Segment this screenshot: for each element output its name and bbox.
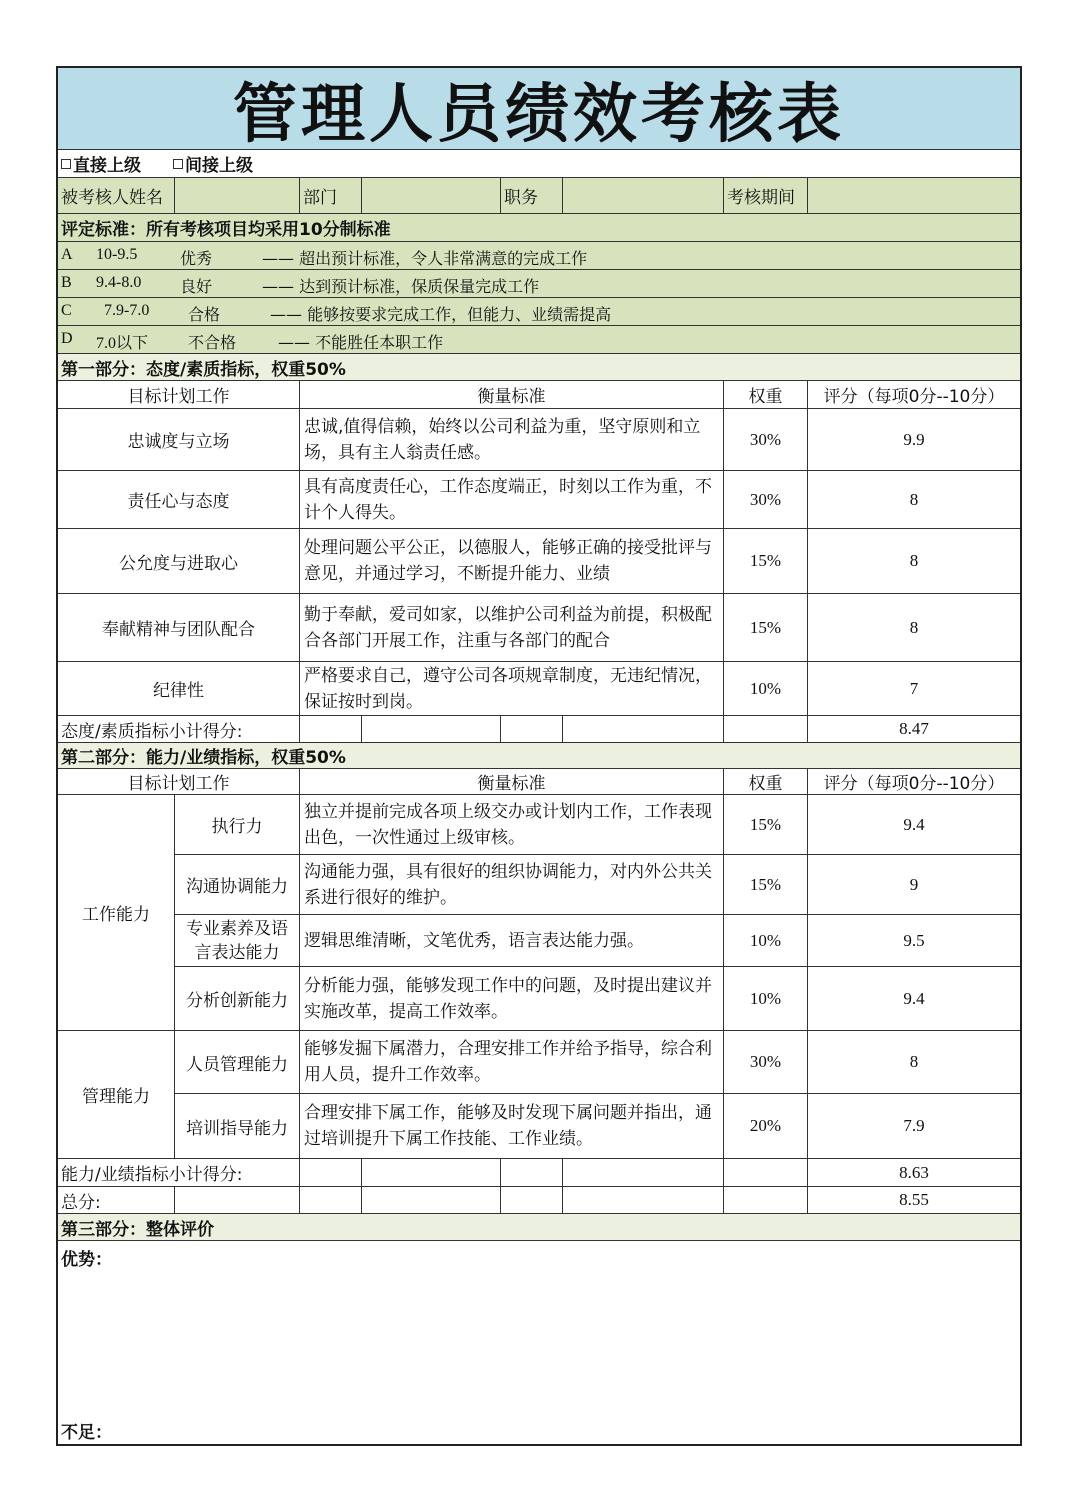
item-weight: 15% xyxy=(724,795,808,854)
item-criteria: 严格要求自己，遵守公司各项规章制度，无违纪情况，保证按时到岗。 xyxy=(300,662,724,715)
item-weight: 15% xyxy=(724,594,808,661)
item-criteria: 沟通能力强，具有很好的组织协调能力，对内外公共关系进行很好的维护。 xyxy=(300,855,724,914)
item-weight: 10% xyxy=(724,662,808,715)
part2-subtotal-value: 8.63 xyxy=(899,1162,929,1182)
col-target: 目标计划工作 xyxy=(58,381,300,408)
blank-cell xyxy=(300,1187,362,1213)
table-row xyxy=(175,855,1020,915)
name-input[interactable] xyxy=(175,178,300,213)
item-score[interactable]: 7 xyxy=(909,678,919,698)
item-score[interactable]: 8 xyxy=(909,551,919,570)
level-range: 7.0以下 xyxy=(96,335,149,352)
item-weight: 10% xyxy=(724,967,808,1030)
blank-cell xyxy=(724,716,808,742)
department-label: 部门 xyxy=(300,178,362,213)
level-range: 9.4-8.0 xyxy=(96,274,142,291)
level-description: —— 超出预计标准，令人非常满意的完成工作 xyxy=(262,249,588,268)
level-row xyxy=(58,298,1020,326)
part2-header-text: 第二部分：能力/业绩指标，权重50% xyxy=(61,748,346,768)
part1-column-headers xyxy=(58,381,1020,409)
item-score[interactable]: 9.4 xyxy=(903,814,925,834)
item-name: 分析创新能力 xyxy=(175,967,300,1030)
form-title: 管理人员绩效考核表 xyxy=(233,77,845,152)
part3-header xyxy=(58,1214,1020,1241)
name-label: 被考核人姓名 xyxy=(58,178,175,213)
blank-cell xyxy=(501,1159,563,1186)
part2-subtotal-label: 能力/业绩指标小计得分: xyxy=(58,1159,300,1186)
item-score[interactable]: 8 xyxy=(909,1052,919,1071)
standards-header xyxy=(58,214,1020,242)
table-row xyxy=(175,1094,1020,1159)
form-title-bar xyxy=(58,68,1020,150)
total-row xyxy=(58,1187,1020,1214)
item-name: 人员管理能力 xyxy=(175,1031,300,1093)
part1-header-text: 第一部分：态度/素质指标，权重50% xyxy=(61,359,346,380)
item-criteria: 合理安排下属工作，能够及时发现下属问题并指出，通过培训提升下属工作技能、工作业绩。 xyxy=(300,1094,724,1158)
item-score[interactable]: 9.9 xyxy=(903,429,925,449)
blank-cell xyxy=(563,1187,724,1213)
item-criteria: 具有高度责任心，工作态度端正，时刻以工作为重，不计个人得失。 xyxy=(300,471,724,528)
col-weight: 权重 xyxy=(724,769,808,794)
col-score: 评分（每项0分--10分） xyxy=(823,774,1005,794)
table-row xyxy=(175,967,1020,1031)
part1-header xyxy=(58,354,1020,381)
item-name: 执行力 xyxy=(175,795,300,854)
group-work-ability: 工作能力 xyxy=(58,795,175,1031)
item-name: 奉献精神与团队配合 xyxy=(58,594,300,661)
weaknesses-label: 不足： xyxy=(61,1423,112,1443)
blank-cell xyxy=(362,1187,501,1213)
level-code: C xyxy=(61,302,72,319)
part3-header-text: 第三部分：整体评价 xyxy=(61,1219,214,1240)
level-name: 优秀 xyxy=(180,249,213,268)
period-input[interactable] xyxy=(808,178,1020,213)
blank-cell xyxy=(563,716,724,742)
item-score[interactable]: 9.5 xyxy=(903,930,925,950)
strengths-label: 优势： xyxy=(61,1250,112,1270)
item-weight: 15% xyxy=(724,855,808,914)
blank-cell xyxy=(175,1187,300,1213)
total-label: 总分: xyxy=(58,1187,175,1213)
direct-supervisor-checkbox[interactable] xyxy=(61,159,71,169)
part1-subtotal-label: 态度/素质指标小计得分: xyxy=(58,716,300,742)
item-name: 公允度与进取心 xyxy=(58,529,300,593)
position-input[interactable] xyxy=(563,178,724,213)
standards-header-text: 评定标准：所有考核项目均采用10分制标准 xyxy=(61,220,391,240)
level-description: —— 达到预计标准，保质保量完成工作 xyxy=(262,277,540,296)
item-score[interactable]: 8 xyxy=(909,489,919,509)
col-score: 评分（每项0分--10分） xyxy=(823,387,1005,407)
table-row xyxy=(175,1031,1020,1094)
col-target: 目标计划工作 xyxy=(58,769,300,794)
blank-cell xyxy=(300,716,362,742)
level-row xyxy=(58,270,1020,298)
part1-subtotal-row xyxy=(58,716,1020,743)
indirect-supervisor-label: 间接上级 xyxy=(185,156,253,176)
overall-evaluation-area[interactable] xyxy=(58,1241,1020,1446)
level-range: 10-9.5 xyxy=(96,246,138,263)
blank-cell xyxy=(501,716,563,742)
item-name: 纪律性 xyxy=(58,662,300,715)
item-criteria: 分析能力强，能够发现工作中的问题，及时提出建议并实施改革，提高工作效率。 xyxy=(300,967,724,1030)
level-name: 合格 xyxy=(188,305,221,324)
level-description: —— 能够按要求完成工作，但能力、业绩需提高 xyxy=(270,305,612,324)
level-code: A xyxy=(61,246,73,263)
part2-subtotal-row xyxy=(58,1159,1020,1187)
item-weight: 15% xyxy=(724,529,808,593)
direct-supervisor-label: 直接上级 xyxy=(73,156,141,176)
part1-subtotal-value: 8.47 xyxy=(899,719,929,738)
level-code: D xyxy=(61,330,73,347)
period-label: 考核期间 xyxy=(724,178,808,213)
item-criteria: 能够发掘下属潜力，合理安排工作并给予指导，综合利用人员，提升工作效率。 xyxy=(300,1031,724,1093)
col-criteria: 衡量标准 xyxy=(300,381,724,408)
item-name: 培训指导能力 xyxy=(175,1094,300,1158)
item-score[interactable]: 8 xyxy=(909,617,919,637)
item-weight: 30% xyxy=(724,409,808,470)
appraisal-form xyxy=(56,66,1022,1446)
table-row xyxy=(58,409,1020,471)
item-name: 专业素养及语言表达能力 xyxy=(175,915,300,966)
item-weight: 30% xyxy=(724,1031,808,1093)
item-weight: 10% xyxy=(724,915,808,966)
blank-cell xyxy=(563,1159,724,1186)
level-name: 不合格 xyxy=(188,333,237,352)
item-score[interactable]: 7.9 xyxy=(903,1116,925,1135)
employee-info-row xyxy=(58,178,1020,214)
group-management-ability: 管理能力 xyxy=(58,1031,175,1159)
level-row xyxy=(58,326,1020,354)
level-code: B xyxy=(61,274,72,291)
part2-header xyxy=(58,743,1020,769)
level-range: 7.9-7.0 xyxy=(104,302,150,319)
table-row xyxy=(175,915,1020,967)
item-weight: 30% xyxy=(724,471,808,528)
table-row xyxy=(175,795,1020,855)
item-name: 忠诚度与立场 xyxy=(58,409,300,470)
indirect-supervisor-checkbox[interactable] xyxy=(173,159,183,169)
blank-cell xyxy=(724,1159,808,1186)
table-row xyxy=(58,471,1020,529)
blank-cell xyxy=(724,1187,808,1213)
blank-cell xyxy=(362,1159,501,1186)
position-label: 职务 xyxy=(501,178,563,213)
item-criteria: 独立并提前完成各项上级交办或计划内工作，工作表现出色，一次性通过上级审核。 xyxy=(300,795,724,854)
part2-column-headers xyxy=(58,769,1020,795)
supervisor-row xyxy=(58,150,1020,178)
item-score[interactable]: 9 xyxy=(909,874,919,894)
item-weight: 20% xyxy=(724,1094,808,1158)
table-row xyxy=(58,529,1020,594)
item-criteria: 勤于奉献，爱司如家，以维护公司利益为前提，积极配合各部门开展工作，注重与各部门的配合 xyxy=(300,594,724,661)
item-criteria: 逻辑思维清晰，文笔优秀，语言表达能力强。 xyxy=(300,915,724,966)
level-name: 良好 xyxy=(180,277,213,296)
table-row xyxy=(58,594,1020,662)
blank-cell xyxy=(362,716,501,742)
item-name: 责任心与态度 xyxy=(58,471,300,528)
supervisor-options xyxy=(58,150,253,177)
department-input[interactable] xyxy=(362,178,501,213)
item-score[interactable]: 9.4 xyxy=(903,988,925,1008)
blank-cell xyxy=(501,1187,563,1213)
col-weight: 权重 xyxy=(724,381,808,408)
blank-cell xyxy=(300,1159,362,1186)
table-row xyxy=(58,662,1020,716)
item-criteria: 处理问题公平公正，以德服人，能够正确的接受批评与意见，并通过学习，不断提升能力、业绩 xyxy=(300,529,724,593)
item-name: 沟通协调能力 xyxy=(175,855,300,914)
level-description: —— 不能胜任本职工作 xyxy=(278,333,444,352)
level-row xyxy=(58,242,1020,270)
col-criteria: 衡量标准 xyxy=(300,769,724,794)
total-value: 8.55 xyxy=(899,1190,929,1209)
item-criteria: 忠诚,值得信赖，始终以公司利益为重，坚守原则和立场，具有主人翁责任感。 xyxy=(300,409,724,470)
